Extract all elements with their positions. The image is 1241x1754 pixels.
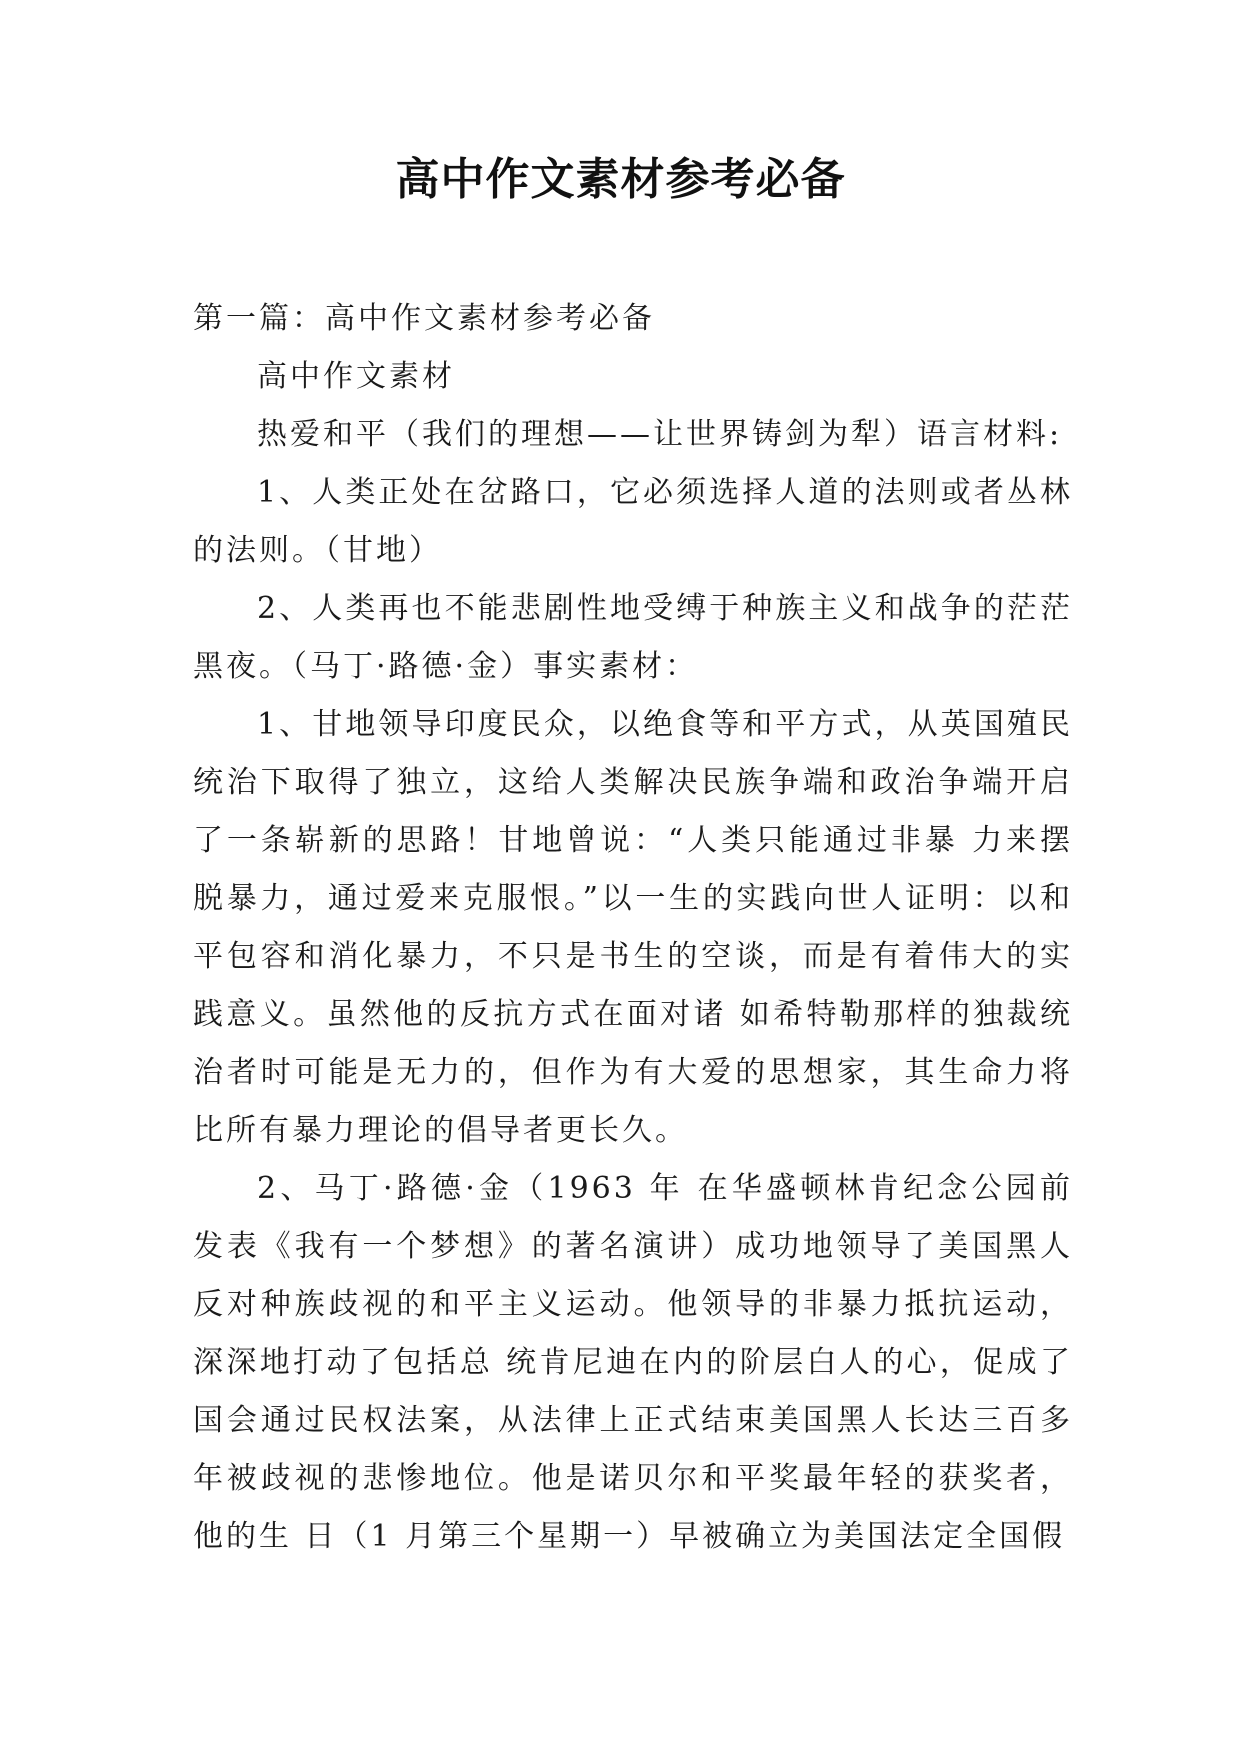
paragraph-subtitle: 高中作文素材 (257, 359, 455, 394)
paragraph-language-material: 热爱和平（我们的理想——让世界铸剑为犁）语言材料: (257, 417, 1063, 452)
paragraph-fact-king: 2、马丁·路德·金（1963 年 在华盛顿林肯纪念公园前发表《我有一个梦想》的著名演讲）成功地领导了美国黑人反对种族歧视的和平主义运动。他领导的非暴力抵抗运动，深深地打动了包括总 统肯尼迪在内的阶层白人的心，促成了国会通过民权法案，从法律上正式结束美国黑人长达三百多年被歧视的悲惨地位。他是诺贝尔和平奖最年轻的获奖者，他的生 日（1 月第三个星期一）早被确立为美国法定全国假 (193, 1171, 1073, 1554)
paragraph-heading: 第一篇：高中作文素材参考必备 (193, 301, 655, 336)
document-body (193, 290, 1073, 1566)
paragraph-quote-gandhi: 1、人类正处在岔路口，它必须选择人道的法则或者丛林的法则。（甘地） (193, 475, 1073, 568)
document-title: 高中作文素材参考必备 (395, 154, 846, 205)
paragraph-quote-king: 2、人类再也不能悲剧性地受缚于种族主义和战争的茫茫黑夜。（马丁·路德·金）事实素材： (193, 591, 1073, 684)
paragraph-fact-gandhi: 1、甘地领导印度民众，以绝食等和平方式，从英国殖民统治下取得了独立，这给人类解决民族争端和政治争端开启了一条崭新的思路！甘地曾说：“人类只能通过非暴 力来摆脱暴力，通过爱来克服恨。”以一生的实践向世人证明：以和平包容和消化暴力，不只是书生的空谈，而是有着伟大的实践意义。虽然他的反抗方式在面对诸 如希特勒那样的独裁统治者时可能是无力的，但作为有大爱的思想家，其生命力将比所有暴力理论的倡导者更长久。 (193, 707, 1073, 1148)
